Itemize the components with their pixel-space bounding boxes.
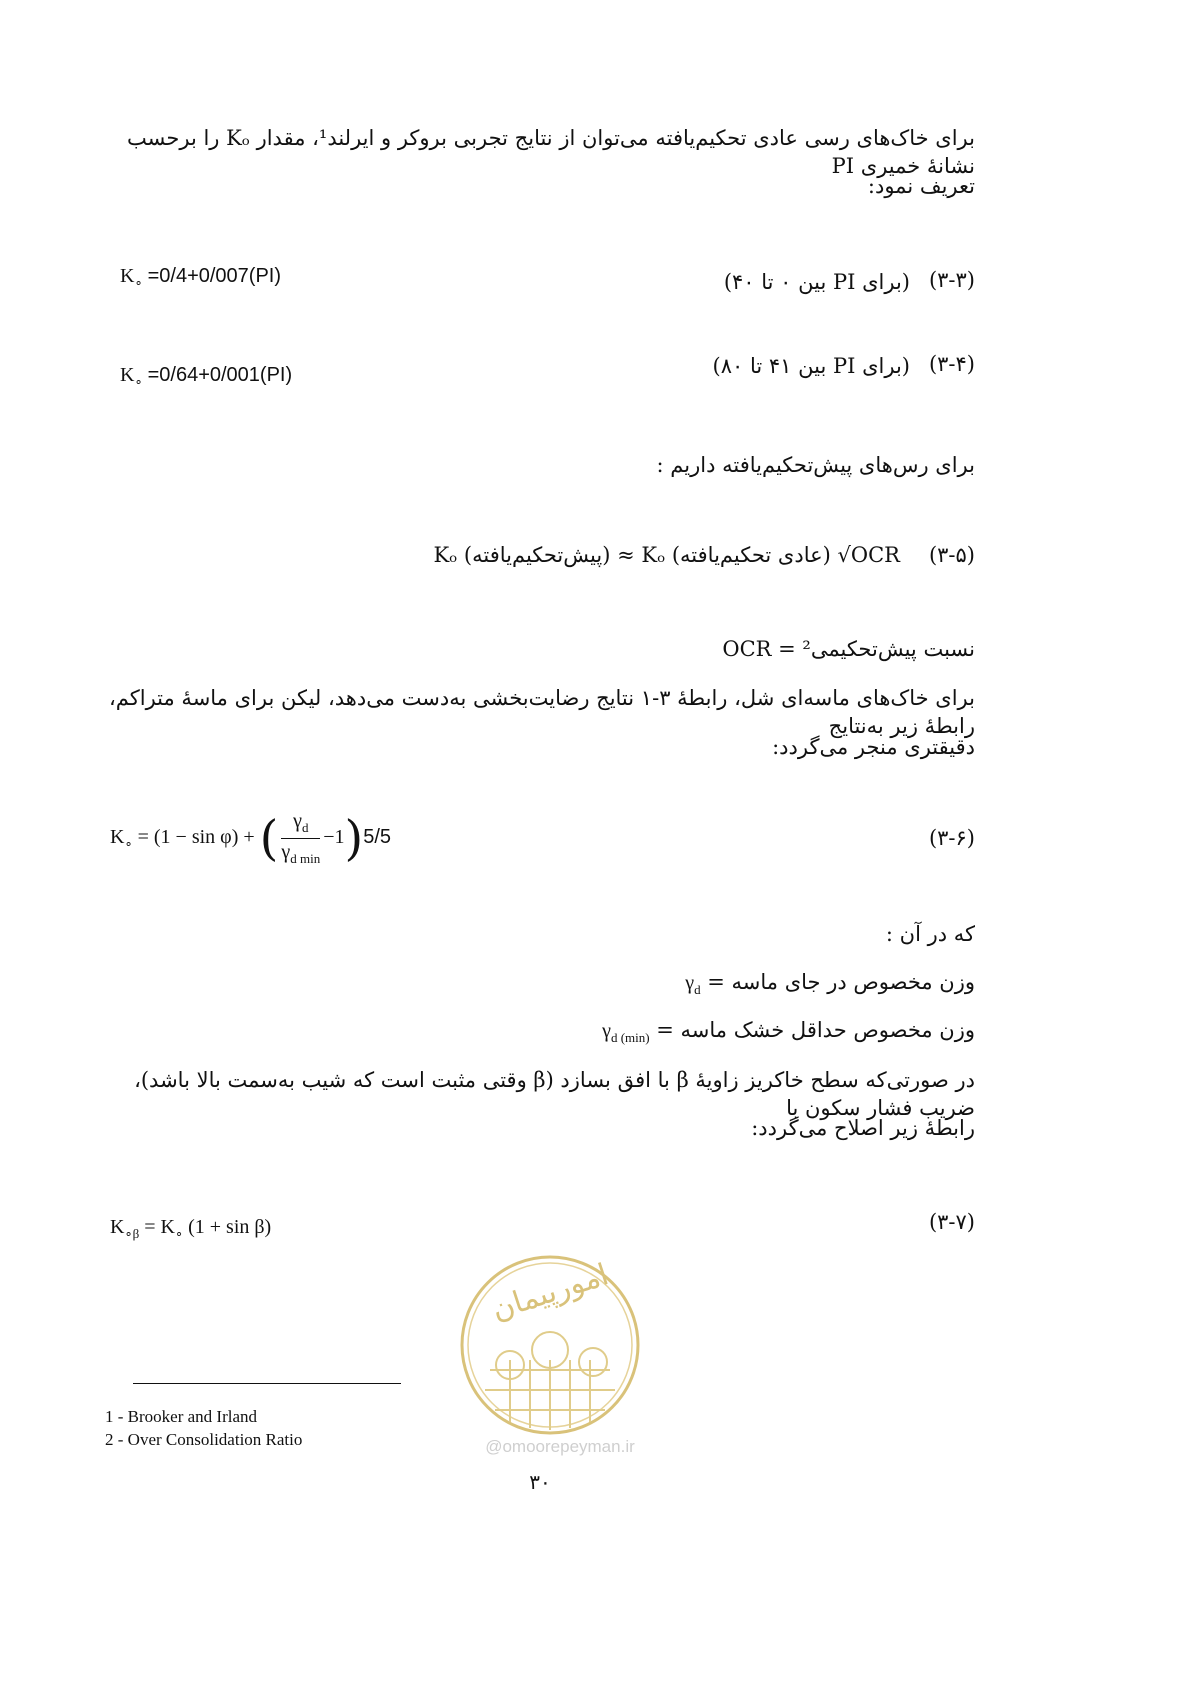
paragraph-line: دقیقتری منجر می‌گردد: — [772, 735, 975, 759]
watermark-logo-text: امورپیمان — [487, 1257, 613, 1328]
equation-number: (۳-۵) — [928, 543, 975, 567]
paragraph-line: که در آن : — [885, 922, 975, 946]
paragraph-line: برای خاک‌های رسی عادی تحکیم‌یافته می‌توان از نتایج تجربی بروکر و ایرلند¹، مقدار Kₒ را برحسب نشانهٔ خمیری PI — [127, 126, 975, 178]
paragraph-line: برای رس‌های پیش‌تحکیم‌یافته داریم : — [656, 453, 975, 477]
equation-formula: $K_\circ =0/4+0/007(PI)$ — [120, 265, 282, 290]
equation-number: (۳-۷) — [928, 1210, 975, 1234]
equation-number: (۳-۶) — [928, 826, 975, 850]
footnote-1: 1 - Brooker and Irland — [105, 1407, 258, 1426]
footnote-2: 2 - Over Consolidation Ratio — [105, 1430, 303, 1449]
paragraph-line: رابطهٔ زیر اصلاح می‌گردد: — [751, 1116, 975, 1140]
equation-condition: (برای PI بین ۰ تا ۴۰) — [723, 270, 910, 294]
equation-formula: Kₒ (پیش‌تحکیم‌یافته) ≈ Kₒ (عادی تحکیم‌یافته) √OCR — [433, 543, 900, 567]
equation-condition: (برای PI بین ۴۱ تا ۸۰) — [712, 354, 910, 378]
paragraph-line: در صورتی‌که سطح خاکریز زاویهٔ β با افق بسازد (β وقتی مثبت است که شیب به‌سمت بالا باشد)، ضریب فشار سکون با — [134, 1068, 975, 1120]
equation-number: (۳-۳) — [928, 268, 975, 292]
page-number: ۳۰ — [529, 1470, 551, 1494]
paragraph-line: برای خاک‌های ماسه‌ای شل، رابطهٔ ۳-۱ نتایج رضایت‌بخشی به‌دست می‌دهد، لیکن برای ماسهٔ متراکم، رابطهٔ زیر به‌نتایج — [109, 686, 975, 738]
paragraph-line: تعریف نمود: — [867, 174, 975, 198]
watermark-text: @omoorepeyman.ir — [485, 1437, 635, 1456]
equation-formula: $K_\circ =0/64+0/001(PI)$ — [120, 364, 293, 389]
definition-ocr: OCR = نسبت پیش‌تحکیمی² — [722, 637, 975, 661]
definition-gamma-d: $\gamma_d$ = وزن مخصوص در جای ماسه — [685, 970, 975, 997]
equation-formula: $K_\circ = (1 - \sin \varphi)$ + ( $\frac{\gamma_d}{\gamma_{d min}}$ −1)5/5 — [110, 810, 392, 867]
footnote-divider — [133, 1383, 401, 1384]
equation-number: (۳-۴) — [928, 352, 975, 376]
definition-gamma-dmin: $\gamma_{d (min)}$ = وزن مخصوص حداقل خشک ماسه — [602, 1018, 975, 1045]
watermark-logo — [455, 1250, 645, 1440]
equation-formula: $K_{\circ\beta} = K_\circ$ (1 + sin β) — [110, 1216, 272, 1241]
